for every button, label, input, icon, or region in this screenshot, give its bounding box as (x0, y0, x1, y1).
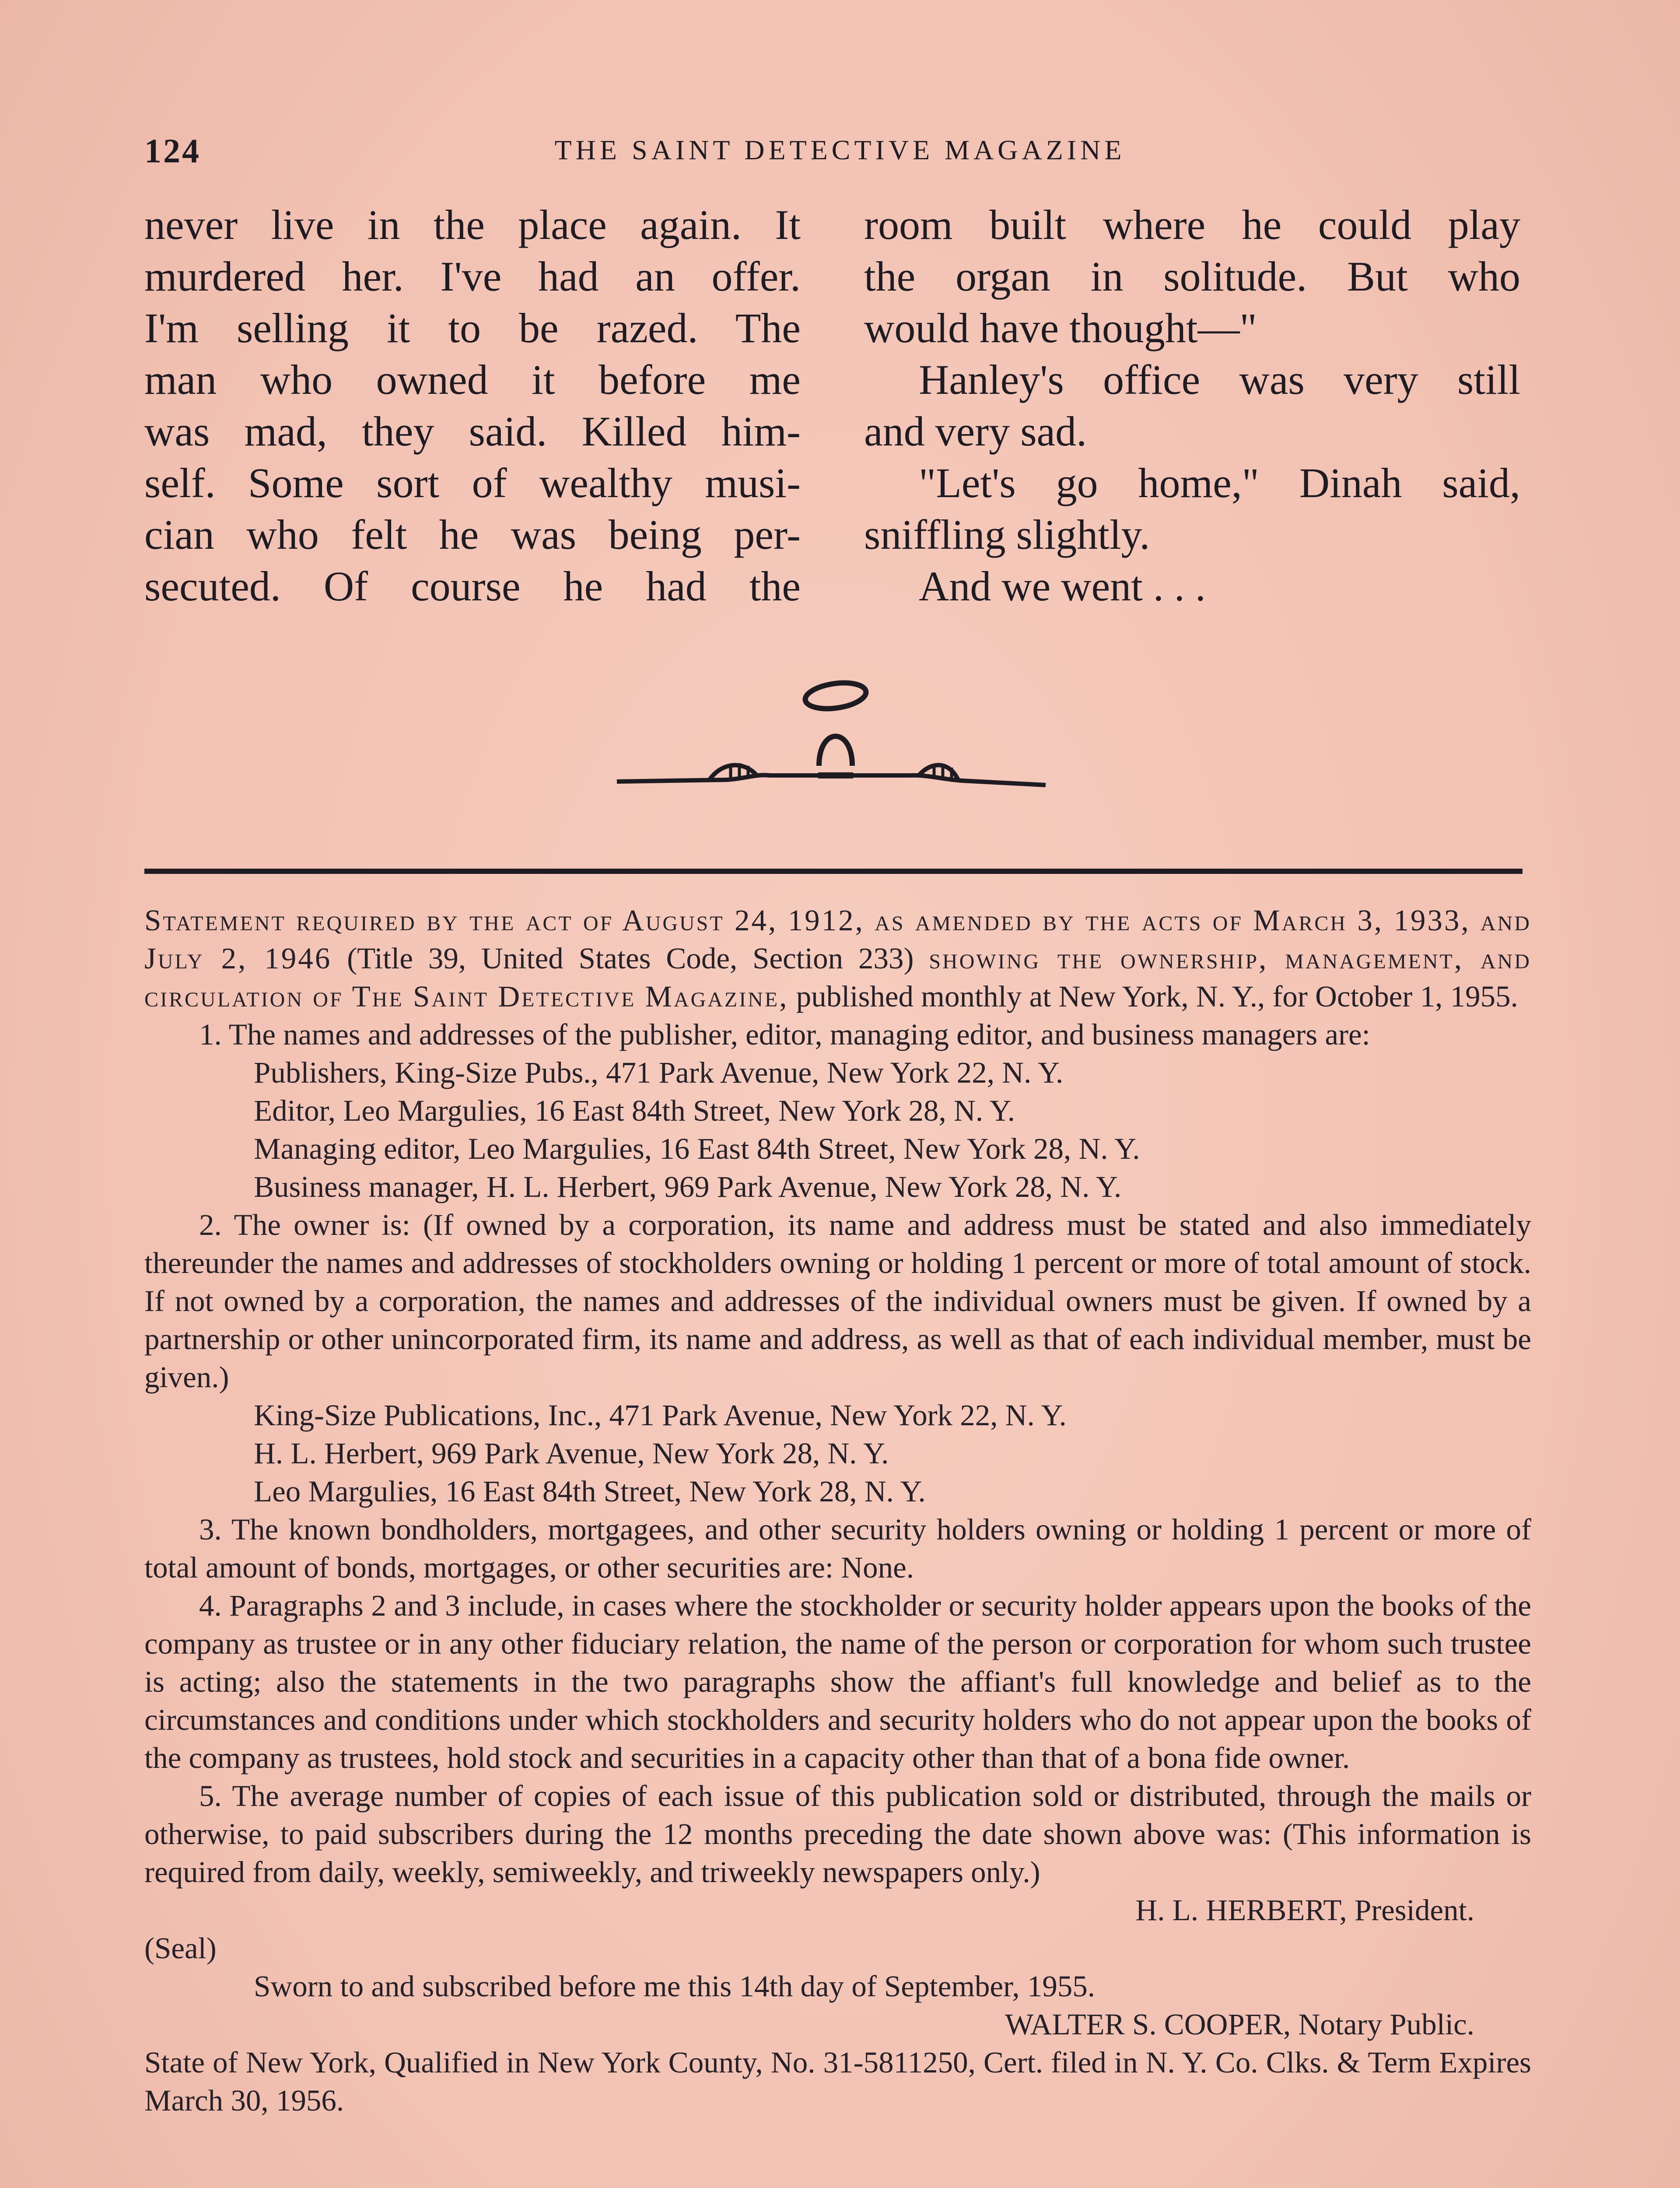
story-line: would have thought—" (864, 305, 1257, 351)
notary-name: WALTER S. COOPER, Notary Public. (1005, 2008, 1474, 2041)
story-line: man who owned it before me (144, 356, 801, 403)
statement-item-1: 1. The names and addresses of the publisher, editor, managing editor, and business managers are: (199, 1018, 1370, 1051)
story-line: "Let's go home," Dinah said, (919, 459, 1520, 506)
notary-details: State of New York, Qualified in New York County, No. 31-5811250, Cert. filed in N. Y. Co. Clks. & Term Expires March 30, 1956. (144, 2046, 1531, 2117)
statement-intro-caps-2: showing the ownership, management, and circulation of The Saint Detective Magazine, (144, 942, 1531, 1013)
statement-list-item: Editor, Leo Margulies, 16 East 84th Street, New York 28, N. Y. (254, 1094, 1015, 1127)
story-line: self. Some sort of wealthy musi- (144, 459, 801, 506)
statement-list-item: Managing editor, Leo Margulies, 16 East 84th Street, New York 28, N. Y. (254, 1132, 1140, 1165)
president-signature: H. L. HERBERT, President. (1135, 1893, 1474, 1927)
story-line: and very sad. (864, 408, 1087, 455)
story-line: never live in the place again. It (144, 201, 801, 248)
section-divider (144, 869, 1522, 874)
statement-list-item: Publishers, King-Size Pubs., 471 Park Avenue, New York 22, N. Y. (254, 1056, 1064, 1089)
statement-intro-title: (Title 39, United States Code, Section 233) (332, 942, 929, 975)
story-line: Hanley's office was very still (919, 356, 1520, 403)
story-line: I'm selling it to be razed. The (144, 305, 801, 351)
sworn-statement: Sworn to and subscribed before me this 14th day of September, 1955. (254, 1970, 1096, 2003)
story-line: the organ in solitude. But who (864, 253, 1520, 300)
statement-list-item: Leo Margulies, 16 East 84th Street, New York 28, N. Y. (254, 1475, 926, 1508)
story-line: And we went . . . (919, 563, 1206, 610)
story-line: sniffling slightly. (864, 511, 1150, 558)
statement-list-item: King-Size Publications, Inc., 471 Park Avenue, New York 22, N. Y. (254, 1399, 1067, 1432)
statement-intro-end: published monthly at New York, N. Y., for October 1, 1955. (788, 980, 1518, 1013)
statement-list-item: H. L. Herbert, 969 Park Avenue, New York 28, N. Y. (254, 1437, 889, 1470)
statement-intro-caps: Statement required by the act of August 24, 1912, as amended by the acts of March 3, 1933, and July 2, 1946 (144, 904, 1531, 975)
page-header (144, 131, 1536, 179)
statement-intro (144, 901, 1531, 1016)
story-line: secuted. Of course he had the (144, 563, 801, 610)
story-line: cian who felt he was being per- (144, 511, 801, 558)
story-columns (144, 199, 1536, 615)
story-line: room built where he could play (864, 201, 1520, 248)
running-title: THE SAINT DETECTIVE MAGAZINE (554, 134, 1126, 165)
page-number: 124 (144, 132, 201, 170)
statement-item-5: 5. The average number of copies of each issue of this publication sold or distributed, through the mails or otherwise, to paid subscribers during the 12 months preceding the date shown above was: (This information is required from daily, weekly, semiweekly, and triweekly newspapers only.) (144, 1779, 1531, 1889)
story-column-right (864, 199, 1520, 612)
story-line: murdered her. I've had an offer. (144, 253, 801, 300)
ownership-statement (144, 901, 1531, 2120)
seal-label: (Seal) (144, 1932, 217, 1965)
statement-list-item: Business manager, H. L. Herbert, 969 Park Avenue, New York 28, N. Y. (254, 1170, 1122, 1203)
statement-item-3: 3. The known bondholders, mortgagees, and other security holders owning or holding 1 percent or more of total amount of bonds, mortgages, or other securities are: None. (144, 1513, 1531, 1584)
statement-item-4: 4. Paragraphs 2 and 3 include, in cases where the stockholder or security holder appears upon the books of the company as trustee or in any other fiduciary relation, the name of the person or corporation for whom such trustee is acting; also the statements in the two paragraphs show the affiant's full knowledge and belief as to the circumstances and conditions under which stockholders and security holders who do not appear upon the books of the company as trustees, hold stock and securities in a capacity other than that of a bona fide owner. (144, 1589, 1531, 1774)
statement-item-2: 2. The owner is: (If owned by a corporation, its name and address must be stated and also immediately thereunder the names and addresses of stockholders owning or holding 1 percent or more of total amount of stock. If not owned by a corporation, the names and addresses of the individual owners must be given. If owned by a partnership or other unincorporated firm, its name and address, as well as that of each individual member, must be given.) (144, 1208, 1531, 1394)
story-column-left (144, 199, 801, 612)
story-line: was mad, they said. Killed him- (144, 408, 801, 455)
saint-halo-ornament-icon (612, 678, 1059, 810)
